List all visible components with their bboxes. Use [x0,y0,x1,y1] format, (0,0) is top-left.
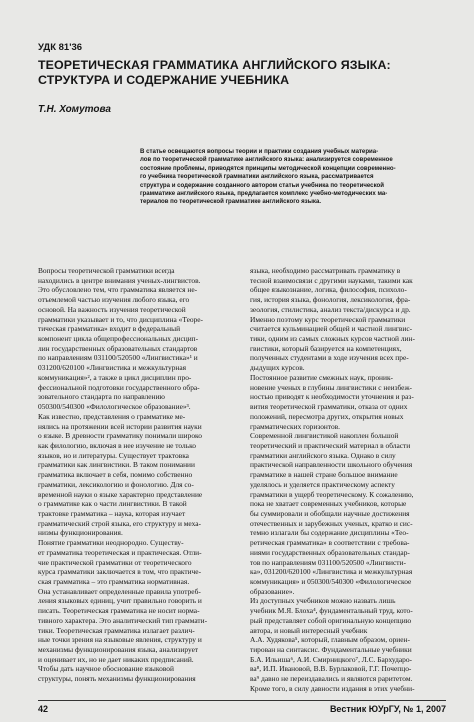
text-line: полученных студентами в ходе изучения всех пре- [250,353,409,363]
title-line: СТРУКТУРА И СОДЕРЖАНИЕ УЧЕБНИКА [38,73,290,87]
text-line: грамматических горизонтов. [250,421,341,431]
text-line: тесной взаимосвязи с другими науками, такими как [250,275,413,285]
text-line: компонент цикла общепрофессиональных дисцип- [38,334,199,344]
text-line: ные точки зрения на языковые явления, структуру и [38,635,202,645]
udk-code: УДК 81'36 [38,42,83,53]
abstract-line: состояние проблемы, приводятся принципы методической концепции современно- [140,164,396,172]
text-line: зеология, стилистика, анализ текста/дискурса и др. [250,304,411,314]
text-line: Постоянное развитие смежных наук, проник- [250,372,394,382]
text-line: и оценивает их, но не дает никаких предписаний. [38,654,194,664]
journal-name: Вестник ЮУрГУ, № 1, 2007 [329,704,446,714]
text-line: ниями государственных образовательных стандар- [250,547,410,557]
text-line: тов по направлениям 031100/520500 «Лингвисти- [250,557,406,567]
text-line: зовательного стандарта по направлению [38,392,165,402]
text-line: уделялось и уделяется практическому аспекту [250,479,395,489]
text-line: языка, необходимо рассматривать грамматику в [250,266,401,275]
text-line: тирован на синтаксис. Фундаментальные учебники [250,645,412,655]
text-line: автора, и новый интересный учебник [250,625,368,635]
text-line: общее языкознание, логика, философия, психоло- [250,285,407,295]
text-line: грамматики английского языка. Однако в силу [250,450,396,460]
text-line: Кроме того, в силу давности издания в этих учебни- [250,683,415,693]
text-line: писать. Теоретическая грамматика не носит норма- [38,606,200,616]
abstract-line: териалов по теоретической грамматике английского языка. [140,198,322,206]
text-line: низмы функционирования. [38,528,123,538]
text-line: Именно поэтому курс теоретической грамматики [250,314,406,324]
text-line: временной науки о языке характерно представление [38,489,203,499]
text-line: грамматики в ущерб теоретическому. К сожалению, [250,489,414,499]
text-line: Вопросы теоретической грамматики всегда [38,266,175,275]
text-line: о языке. В древности грамматику понимали широко [38,431,202,441]
text-line: лин государственных образовательных стандартов [38,343,198,353]
text-line: грамматике в нашей стране большое внимание [250,470,398,480]
footer-rule [38,700,446,701]
text-line: грамматический строй языка, его структуру и меха- [38,518,201,528]
text-line: находились в центре внимания ученых-лингвистов. [38,275,201,285]
text-line: темно излагали бы содержание дисциплины «Тео- [250,528,409,538]
text-line: ва⁸, И.П. Ивановой, В.В. Бурлаковой, Г.Г. Почепцо- [250,664,412,674]
text-line: новение ученых в глубины лингвистики с неизбеж- [250,382,413,392]
text-line: ва⁹ давно не переиздавались и являются раритетом. [250,674,413,684]
text-line: языков, но и литературы. Существует трактовка [38,450,189,460]
text-line: как филологию, включая в нее изучение не только [38,440,196,450]
text-line: считается кульминацией общей и частной лингвис- [250,324,413,334]
text-line: механизмы функционирования языка, анализирует [38,645,199,655]
text-line: грамматики, лексикологию и фонологию. Для со- [38,479,194,489]
text-line: грамматика включает в себя, помимо собственно [38,470,193,480]
text-line: коммуникация»², а также в цикл дисциплин про- [38,372,192,382]
text-line: коммуникация» и 050300/540300 «Филологическое [250,577,412,586]
text-line: Чтобы дать научное обоснование языковой [38,664,174,674]
text-line: бы суммировали и обобщали научные достижения [250,508,410,518]
abstract-line: структура и содержание созданного автором статьи учебника по теоретической [140,181,385,189]
text-line: положений, пересмотра других, открытия новых [250,411,404,421]
text-line: вития теоретической грамматики, отказа от одних [250,402,408,412]
abstract-line: лов по теоретической грамматике английского языка: анализируется современное [140,156,393,164]
text-line: нялись на протяжении всей истории развития науки [38,421,202,431]
text-line: гия, история языка, фонология, лексикология, фра- [250,295,411,305]
text-line: дыдущих курсов. [250,363,305,373]
text-line: отъемлемой частью изучения любого языка, его [38,295,190,305]
text-line: тическая грамматика» входит в федеральный [38,324,181,334]
text-line: тивного характера. Это аналитический тип граммати- [38,615,208,625]
text-line: ская грамматика – это грамматика нормативная. [38,577,190,586]
abstract-line: В статье освещаются вопросы теории и практики создания учебных материа- [140,148,379,155]
text-line: трактовке грамматика – наука, которая изучает [38,508,186,518]
text-line: ретическая грамматика» в соответствии с требова- [250,538,410,548]
text-line: Как известно, представления о грамматике ме- [38,411,186,421]
text-line: о грамматике как о части лингвистики. В такой [38,499,187,509]
abstract [140,148,448,207]
right-column [250,266,450,694]
text-line: учебник М.Я. Блоха⁴, фундаментальный труд, кото- [250,606,413,616]
text-line: тики. Теоретическая грамматика излагает различ- [38,625,195,635]
abstract-line: го учебника теоретической грамматики английского языка, рассматривается [140,173,374,181]
text-line: отечественных и зарубежных ученых, кратко и сис- [250,518,413,528]
text-line: практической направленности школьного обучения [250,460,413,470]
abstract-line: грамматике английского языка, предлагается комплекс учебно-методических ма- [140,190,388,198]
text-line: 031200/620100 «Лингвистика и межкультурная [38,363,187,373]
text-line: пока не хватает современных учебников, которые [250,499,407,509]
page-number: 42 [38,704,49,714]
text-line: Из доступных учебников можно назвать лишь [250,596,396,606]
text-line: грамматики как лингвистики. В таком понимании [38,460,195,470]
text-line: Современной лингвистикой накоплен большой [250,431,399,441]
text-line: фессиональной подготовки государственного обра- [38,382,200,392]
text-line: курса грамматики заключается в том, что практиче- [38,567,202,577]
text-line: ностью приводят к необходимости уточнения и раз- [250,392,414,402]
text-line: Понятие грамматики неоднородно. Существу- [38,538,184,548]
text-line: Она устанавливает определенные правила употреб- [38,586,201,596]
text-line: образование». [250,586,295,596]
text-line: А.А. Худякова⁵, который, главным образом, ориен- [250,635,410,645]
text-line: тики, одним из самых сложных курсов частной лин- [250,334,415,344]
article-title [38,58,448,88]
text-line: чие практической грамматики от теоретического [38,557,192,567]
author-name: Т.Н. Хомутова [38,104,111,115]
title-line: ТЕОРЕТИЧЕСКАЯ ГРАММАТИКА АНГЛИЙСКОГО ЯЗЫКА: [38,58,391,72]
text-line: 050300/540300 «Филологическое образование»³. [38,402,191,412]
text-line: ления языковых единиц, учит правильно говорить и [38,596,202,606]
text-line: по направлениям 031100/520500 «Лингвистика»¹ и [38,353,198,363]
left-column [38,266,238,684]
text-line: рый представляет собой оригинальную концепцию [250,615,412,625]
text-line: ка», 031200/620100 «Лингвистика и межкультурная [250,567,413,577]
text-line: теоретический и практический материал в области [250,440,411,450]
text-line: структуры, понять механизмы функционирования [38,674,196,684]
text-line: основой. На важность изучения теоретической [38,304,186,314]
text-line: Это обусловлено тем, что грамматика является не- [38,285,198,295]
text-line: ет грамматика теоретическая и практическая. Отли- [38,547,202,557]
text-line: Б.А. Ильиша⁶, А.И. Смирницкого⁷, Л.С. Бархударо- [250,654,413,664]
text-line: гвистики, который базируется на компетенциях, [250,343,402,353]
text-line: грамматики указывает и то, что дисциплина «Теоре- [38,314,203,324]
